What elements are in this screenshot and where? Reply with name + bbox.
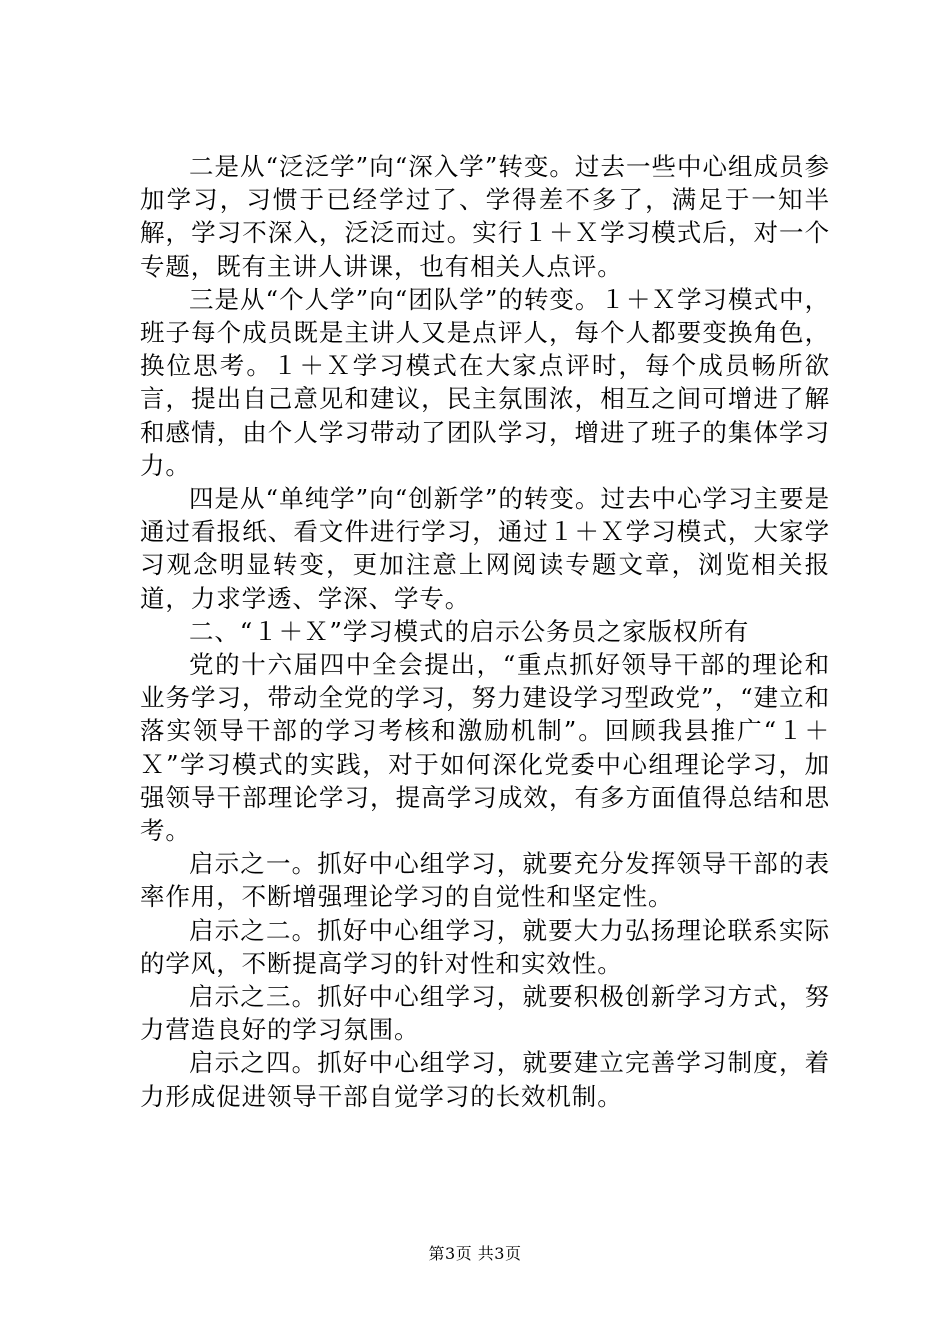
document-body: [140, 150, 830, 1113]
section-heading-insights: 二、“１＋Ｘ”学习模式的启示公务员之家版权所有: [189, 616, 750, 646]
paragraph-insight-four: 启示之四。抓好中心组学习，就要建立完善学习制度，着力形成促进领导干部自觉学习的长效机制。: [140, 1048, 830, 1111]
page-footer: [0, 1244, 950, 1264]
paragraph-shift-in-depth: 二是从“泛泛学”向“深入学”转变。过去一些中心组成员参加学习，习惯于已经学过了、学得差不多了，满足于一知半解，学习不深入，泛泛而过。实行１＋Ｘ学习模式后，对一个专题，既有主讲人讲课，也有相关人点评。: [140, 152, 830, 281]
paragraph-insight-two: 启示之二。抓好中心组学习，就要大力弘扬理论联系实际的学风，不断提高学习的针对性和实效性。: [140, 915, 830, 978]
paragraph-shift-team-learning: 三是从“个人学”向“团队学”的转变。１＋Ｘ学习模式中，班子每个成员既是主讲人又是点评人，每个人都要变换角色，换位思考。１＋Ｘ学习模式在大家点评时，每个成员畅所欲言，提出自己意见和建议，民主氛围浓，相互之间可增进了解和感情，由个人学习带动了团队学习，增进了班子的集体学习力。: [140, 284, 830, 480]
paragraph-plenum-background: 党的十六届四中全会提出，“重点抓好领导干部的理论和业务学习，带动全党的学习，努力建设学习型政党”，“建立和落实领导干部的学习考核和激励机制”。回顾我县推广“１＋Ｘ”学习模式的实践，对于如何深化党委中心组理论学习，加强领导干部理论学习，提高学习成效，有多方面值得总结和思考。: [140, 650, 830, 846]
paragraph-insight-one: 启示之一。抓好中心组学习，就要充分发挥领导干部的表率作用，不断增强理论学习的自觉性和坚定性。: [140, 849, 830, 912]
paragraph-insight-three: 启示之三。抓好中心组学习，就要积极创新学习方式，努力营造良好的学习氛围。: [140, 982, 830, 1045]
paragraph-shift-innovative-learning: 四是从“单纯学”向“创新学”的转变。过去中心学习主要是通过看报纸、看文件进行学习，通过１＋Ｘ学习模式，大家学习观念明显转变，更加注意上网阅读专题文章，浏览相关报道，力求学透、学深、学专。: [140, 484, 830, 613]
page-number-label: 第3页 共3页: [428, 1244, 522, 1263]
